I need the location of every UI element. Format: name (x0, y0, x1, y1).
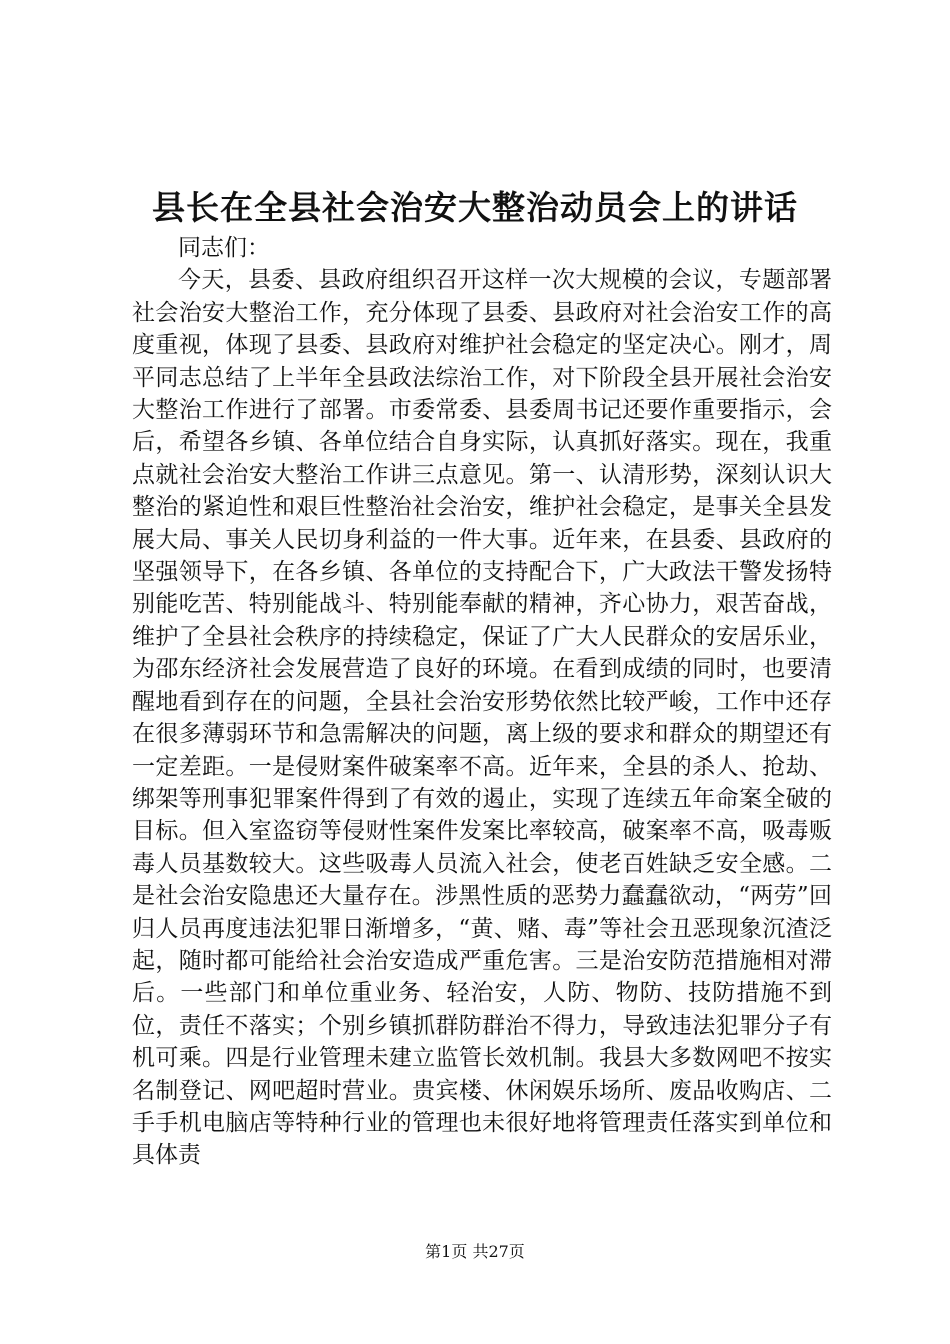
document-title: 县长在全县社会治安大整治动员会上的讲话 (152, 188, 798, 227)
body-paragraph: 今天，县委、县政府组织召开这样一次大规模的会议，专题部署社会治安大整治工作，充分体现了县委、县政府对社会治安工作的高度重视，体现了县委、县政府对维护社会稳定的坚定决心。刚才，周平同志总结了上半年全县政法综治工作，对下阶段全县开展社会治安大整治工作进行了部署。市委常委、县委周书记还要作重要指示，会后，希望各乡镇、各单位结合自身实际，认真抓好落实。现在，我重点就社会治安大整治工作讲三点意见。第一、认清形势，深刻认识大整治的紧迫性和艰巨性整治社会治安，维护社会稳定，是事关全县发展大局、事关人民切身利益的一件大事。近年来，在县委、县政府的坚强领导下，在各乡镇、各单位的支持配合下，广大政法干警发扬特别能吃苦、特别能战斗、特别能奉献的精神，齐心协力，艰苦奋战，维护了全县社会秩序的持续稳定，保证了广大人民群众的安居乐业，为邵东经济社会发展营造了良好的环境。在看到成绩的同时，也要清醒地看到存在的问题，全县社会治安形势依然比较严峻，工作中还存在很多薄弱环节和急需解决的问题，离上级的要求和群众的期望还有一定差距。一是侵财案件破案率不高。近年来，全县的杀人、抢劫、绑架等刑事犯罪案件得到了有效的遏止，实现了连续五年命案全破的目标。但入室盗窃等侵财性案件发案比率较高，破案率不高，吸毒贩毒人员基数较大。这些吸毒人员流入社会，使老百姓缺乏安全感。二是社会治安隐患还大量存在。涉黑性质的恶势力蠢蠢欲动，“两劳”回归人员再度违法犯罪日渐增多，“黄、赌、毒”等社会丑恶现象沉渣泛起，随时都可能给社会治安造成严重危害。三是治安防范措施相对滞后。一些部门和单位重业务、轻治安，人防、物防、技防措施不到位，责任不落实；个别乡镇抓群防群治不得力，导致违法犯罪分子有机可乘。四是行业管理未建立监管长效机制。我县大多数网吧不按实名制登记、网吧超时营业。贵宾楼、休闲娱乐场所、废品收购店、二手手机电脑店等特种行业的管理也未很好地将管理责任落实到单位和具体责 (132, 267, 832, 1169)
salutation: 同志们： (178, 235, 270, 261)
page-footer: 第1页 共27页 (425, 1242, 525, 1261)
document-body (132, 232, 832, 1172)
